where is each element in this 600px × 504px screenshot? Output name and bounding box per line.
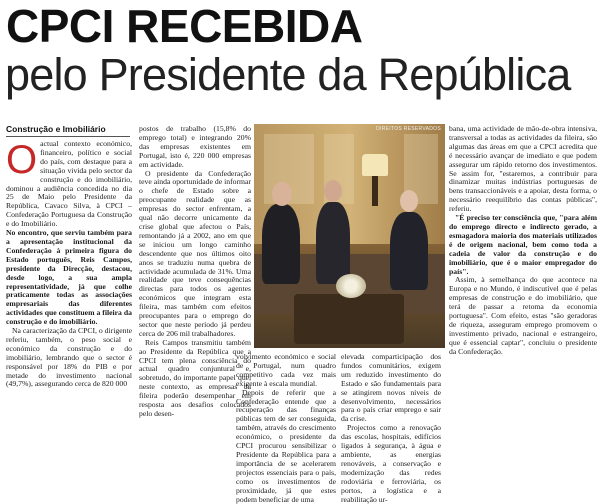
dropcap: O [6,138,38,182]
paragraph: "É preciso ter consciência que, "para além do emprego directo e indirecto gerado, a esmagadora maioria dos materiais utilizados é de origem nacional, bem como toda a cadeia de valor da construção e do imobiliário, que é o maior empregador do país". [449,213,597,276]
paragraph: actual contexto económico, financeiro, político e social do país, com destaque para a situação vivida pelo sector da construção e do imobiliário, dominou a audiência concedida no dia 25 de Maio pelo Presidente da República, Cavaco Silva, à CPCI – Confederação Portuguesa da Construção e do Imobiliário. [6,139,132,229]
article-column-3 [236,352,336,504]
article-column-4 [341,352,441,504]
paragraph: Projectos como a renovação das escolas, hospitais, edifícios ligados à segurança, à água e ambiente, as energias renováveis, a conservação e modernização das redes rodoviária e ferroviária, os portos, a logística e a reabilitação ur- [341,423,441,504]
photo-credit: DIREITOS RESERVADOS [376,126,441,132]
paragraph: No encontro, que serviu também para a apresentação institucional da Confederação à primeira figura do Estado português, Reis Campos, presidente da Direcção, destacou, desde logo, a sua ampla representatividade, já que colhe praticamente todas as associações empresariais das diferentes actividades que constituem a fileira da construção e do imobiliário. [6,228,132,327]
article-column-1 [6,140,132,445]
paragraph: O presidente da Confederação teve ainda oportunidade de informar o chefe de Estado sobre a preocupante realidade que as empresas do sector enfrentam, a qual não decorre unicamente da crise global que afectou o País, remontando já a 2002, ano em que se iniciou um longo caminho descendente que nos últimos oito anos se traduziu numa quebra de actividade acumulada de 31%. Uma realidade que teve consequências directas para todos os agentes económicos que integram esta fileira, mas também com efeitos preocupantes para o emprego do sector que neste período já perdeu cerca de 206 mil trabalhadores. [139,168,251,338]
article-column-5 [449,125,597,445]
section-label: Construção e Imobiliário [6,124,130,137]
paragraph: Na caracterização da CPCI, o dirigente referiu, também, o peso social e económico da construção e do imobiliário, lembrando que o sector é responsável por 18% do PIB e por metade do investimento nacional (49,7%), assegurando cerca de 820 000 [6,326,132,389]
paragraph: bana, uma actividade de mão-de-obra intensiva, transversal a todas as actividades da fileira, são algumas das áreas em que a CPCI acredita que é necessário avançar de imediato e que podem assegurar um rápido retorno dos investimentos. Se assim for, "estaremos, a contribuir para dinamizar muitas indústrias portuguesas de bens transaccionáveis e a apoiar, desta forma, o necessário reequilíbrio das contas públicas", referiu. [449,124,597,214]
paragraph: elevada comparticipação dos fundos comunitários, exigem um reduzido investimento do Estado e são fundamentais para se atingirem novos níveis de desenvolvimento, necessários para o país criar emprego e sair da crise. [341,352,441,424]
subheadline: pelo Presidente da República [5,49,571,100]
paragraph: Depois de referir que a Confederação entende que a recuperação das finanças públicas tem de ser conseguida, também, através do crescimento económico, o presidente da CPCI procurou sensibilizar o Presidente da República para a importância de se acelerarem projectos essenciais para o país, como os investimentos de proximidade, já que estes podem beneficiar de uma [236,387,336,504]
headline: CPCI RECEBIDA [6,0,363,52]
paragraph: volvimento económico e social de Portugal, num quadro competitivo cada vez mais exigente à escala mundial. [236,352,336,388]
article-column-2 [139,124,251,418]
paragraph: Assim, à semelhança do que acontece na Europa e no Mundo, é indiscutível que é pelas empresas de construção e do imobiliário, que terá de passar a retoma da economia portuguesa". Com efeito, estas "são geradoras de riqueza, asseguram emprego promovem o investimento privado, nacional e estrangeiro, que é essencial captar", concluiu o presidente da Confederação. [449,275,597,356]
paragraph: postos de trabalho (15,8% do emprego total) e integrando 20% das empresas existentes em Portugal, isto é, 220 000 empresas em actividade. [139,124,251,169]
paragraph: Reis Campos transmitiu também ao Presidente da República que a CPCI tem plena consciência do actual quadro conjuntural e, sobretudo, do importante papel que, neste contexto, as empresas da fileira poderão desempenhar em resposta aos desafios colocados pelo desen- [139,337,251,418]
article-photo [254,124,445,348]
